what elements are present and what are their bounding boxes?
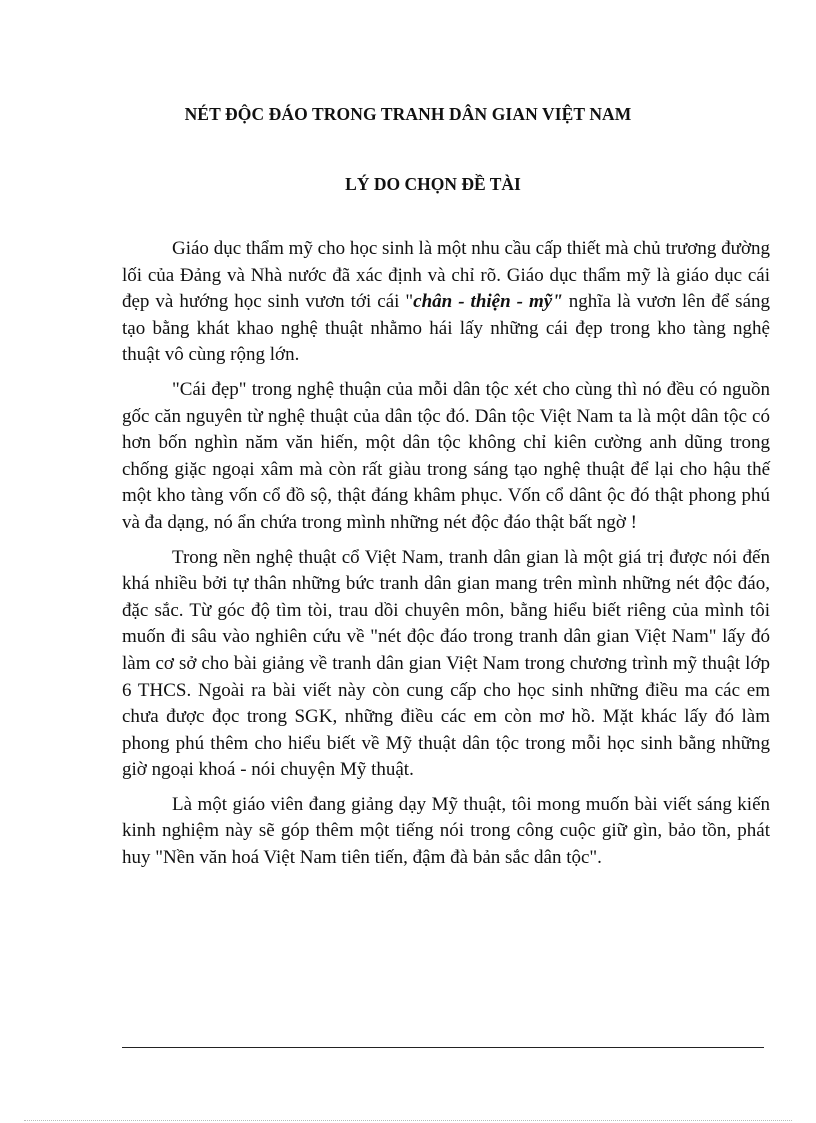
paragraph-1-emphasis: chân - thiện - mỹ" [413, 291, 563, 313]
paragraph-3: Trong nền nghệ thuật cổ Việt Nam, tranh dân gian là một giá trị được nói đến khá nhiều bởi tự thân những bức tranh dân gian mang trên mình những nét độc đáo, đặc sắc. Từ góc độ tìm tòi, trau dồi chuyên môn, bằng hiểu biết riêng của mình tôi muốn đi sâu vào nghiên cứu về "nét độc đáo trong tranh dân gian Việt Nam" lấy đó làm cơ sở cho bài giảng về tranh dân gian Việt Nam trong chương trình mỹ thuật lớp 6 THCS. Ngoài ra bài viết này còn cung cấp cho học sinh những điều ma các em chưa được đọc trong SGK, những điều các em còn mơ hồ. Mặt khác lấy đó làm phong phú thêm cho hiểu biết về Mỹ thuật dân tộc trong mỗi học sinh bằng những giờ ngoại khoá - nói chuyện Mỹ thuật. [122, 546, 770, 781]
page-bottom-edge [24, 1120, 792, 1121]
section-heading: LÝ DO CHỌN ĐỀ TÀI [345, 174, 521, 194]
paragraph-2: "Cái đẹp" trong nghệ thuận của mỗi dân tộc xét cho cùng thì nó đều có nguồn gốc căn nguyên từ nghệ thuật của dân tộc đó. Dân tộc Việt Nam ta là một dân tộc có hơn bốn nghìn năm văn hiến, một dân tộc không chỉ kiên cường anh dũng trong chống giặc ngoại xâm mà còn rất giàu trong sáng tạo nghệ thuật để lại cho hậu thế một kho tàng vốn cổ đồ sộ, thật đáng khâm phục. Vốn cổ dânt ộc đó thật phong phú và đa dạng, nó ẩn chứa trong mình những nét độc đáo thật bất ngờ ! [122, 378, 770, 533]
paragraph-1-text-end: nghĩa là vươn lên để sáng tạo bằng khát khao nghệ thuật nhằmo hái lấy những cái đẹp trong kho tàng nghệ thuật vô cùng rộng lớn. [122, 291, 770, 366]
paragraph-1 [122, 236, 770, 369]
paragraph-4: Là một giáo viên đang giảng dạy Mỹ thuật, tôi mong muốn bài viết sáng kiến kinh nghiệm này sẽ góp thêm một tiếng nói trong công cuộc giữ gìn, bảo tồn, phát huy "Nền văn hoá Việt Nam tiên tiến, đậm đà bản sắc dân tộc". [122, 793, 770, 869]
paragraph-1-text-start: Giáo dục thẩm mỹ cho học sinh là một nhu cầu cấp thiết mà chủ trương đường lối của Đảng và Nhà nước đã xác định và chỉ rõ. Giáo dục thẩm mỹ là giáo dục cái đẹp và hướng học sinh vươn tới cái " [122, 238, 770, 313]
document-body [122, 236, 770, 880]
footer-divider [122, 1047, 764, 1048]
document-title: NÉT ĐỘC ĐÁO TRONG TRANH DÂN GIAN VIỆT NAM [184, 104, 632, 124]
